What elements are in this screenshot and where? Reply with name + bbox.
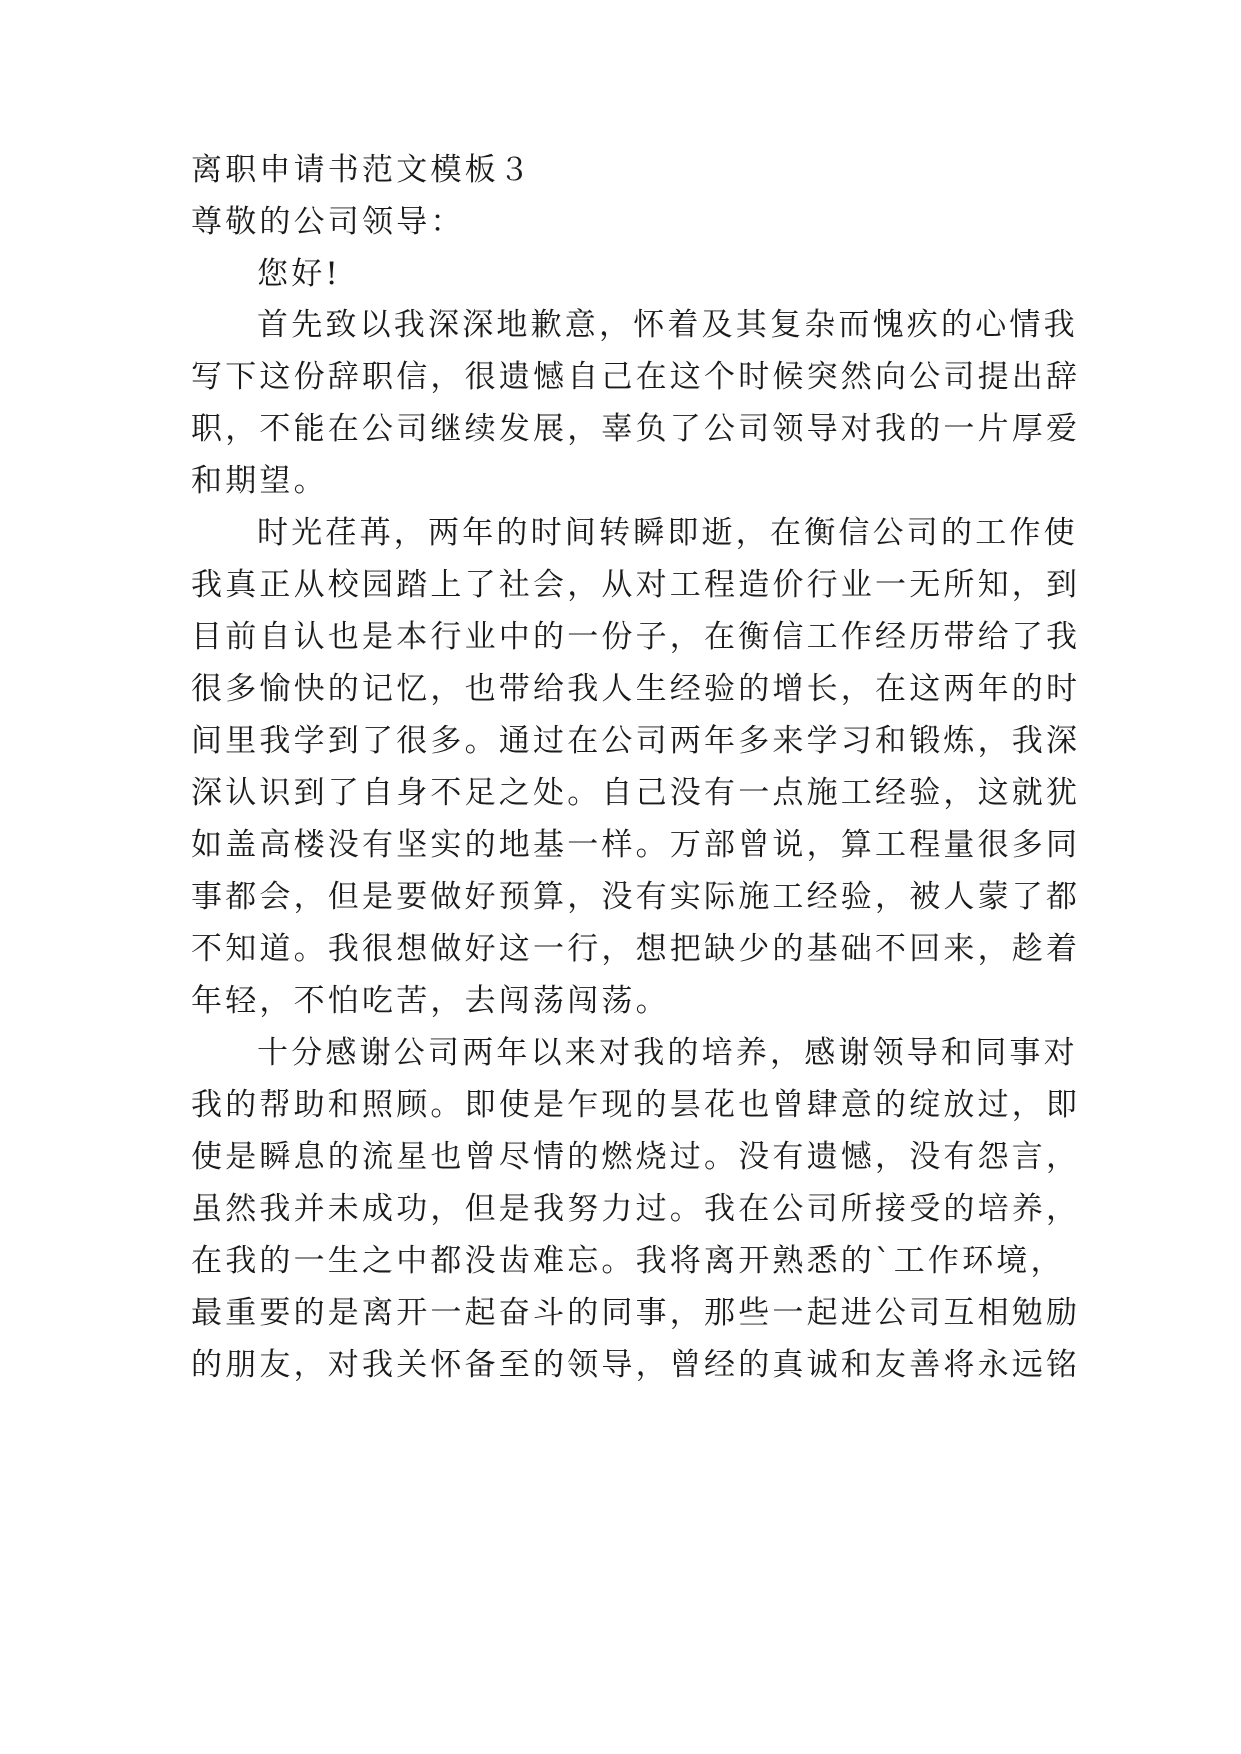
- paragraph-line: 我的帮助和照顾。即使是乍现的昙花也曾肆意的绽放过，即: [191, 1087, 1081, 1123]
- paragraph-line: 间里我学到了很多。通过在公司两年多来学习和锻炼，我深: [191, 723, 1081, 759]
- paragraph-line: 的朋友，对我关怀备至的领导，曾经的真诚和友善将永远铭: [191, 1347, 1081, 1383]
- paragraph-line: 我真正从校园踏上了社会，从对工程造价行业一无所知，到: [191, 567, 1081, 603]
- paragraph-line: 在我的一生之中都没齿难忘。我将离开熟悉的`工作环境，: [191, 1243, 1065, 1279]
- greeting: 您好!: [257, 256, 342, 292]
- paragraph-line: 职，不能在公司继续发展，辜负了公司领导对我的一片厚爱: [191, 411, 1081, 447]
- paragraph-line: 很多愉快的记忆，也带给我人生经验的增长，在这两年的时: [191, 671, 1081, 707]
- paragraph-line: 年轻，不怕吃苦，去闯荡闯荡。: [191, 983, 670, 1019]
- paragraph-line: 最重要的是离开一起奋斗的同事，那些一起进公司互相勉励: [191, 1295, 1081, 1331]
- paragraph-line: 不知道。我很想做好这一行，想把缺少的基础不回来，趁着: [191, 931, 1081, 967]
- paragraph-line: 虽然我并未成功，但是我努力过。我在公司所接受的培养，: [191, 1191, 1081, 1227]
- paragraph-line: 深认识到了自身不足之处。自己没有一点施工经验，这就犹: [191, 775, 1081, 811]
- document-title: 离职申请书范文模板３: [191, 152, 533, 188]
- paragraph-line: 时光荏苒，两年的时间转瞬即逝，在衡信公司的工作使: [257, 515, 1078, 551]
- paragraph-line: 首先致以我深深地歉意，怀着及其复杂而愧疚的心情我: [257, 307, 1078, 343]
- paragraph-line: 十分感谢公司两年以来对我的培养，感谢领导和同事对: [257, 1035, 1078, 1071]
- paragraph-line: 目前自认也是本行业中的一份子，在衡信工作经历带给了我: [191, 619, 1081, 655]
- paragraph-line: 如盖高楼没有坚实的地基一样。万部曾说，算工程量很多同: [191, 827, 1081, 863]
- paragraph-line: 事都会，但是要做好预算，没有实际施工经验，被人蒙了都: [191, 879, 1081, 915]
- salutation: 尊敬的公司领导：: [191, 204, 465, 240]
- paragraph-line: 写下这份辞职信，很遗憾自己在这个时候突然向公司提出辞: [191, 359, 1081, 395]
- paragraph-line: 使是瞬息的流星也曾尽情的燃烧过。没有遗憾，没有怨言，: [191, 1139, 1081, 1175]
- paragraph-line: 和期望。: [191, 463, 328, 499]
